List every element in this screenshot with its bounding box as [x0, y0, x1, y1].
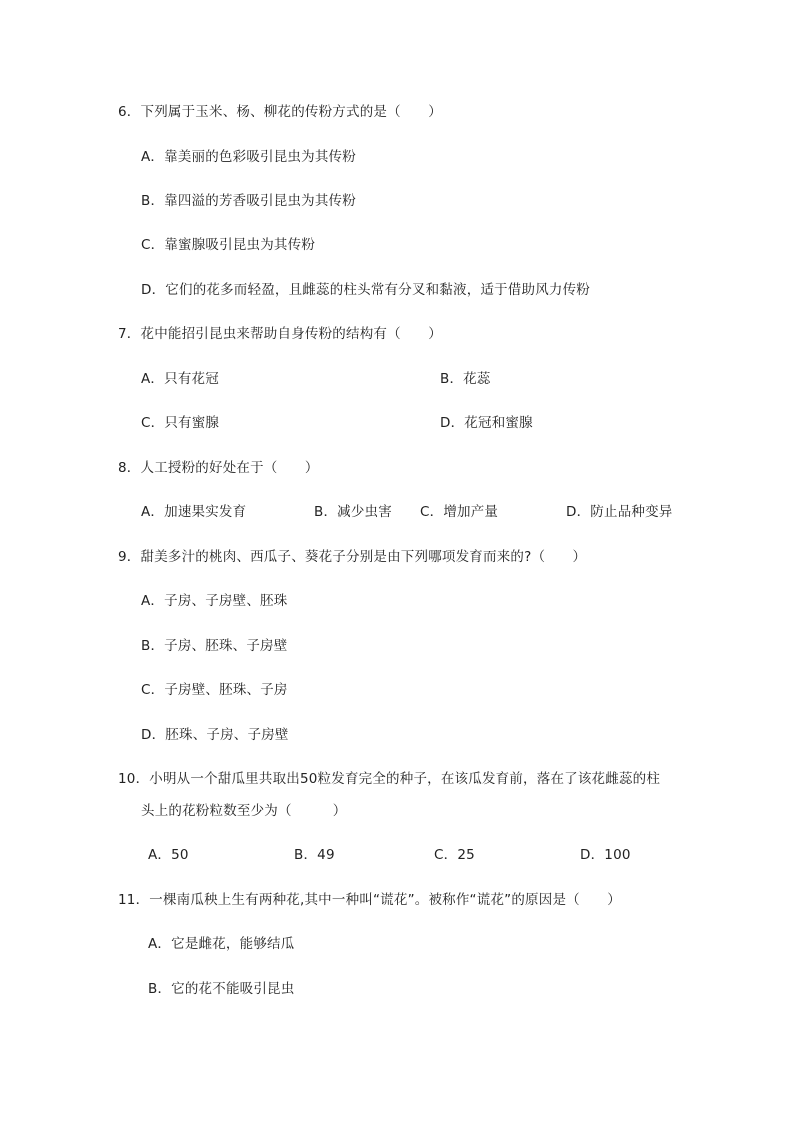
question-7-option-c: C．只有蜜腺 [141, 415, 220, 431]
question-11-stem: 11．一棵南瓜秧上生有两种花,其中一种叫“谎花”。被称作“谎花”的原因是（ ） [118, 892, 621, 908]
question-9-option-d: D．胚珠、子房、子房壁 [141, 727, 289, 743]
question-7-option-b: B．花蕊 [440, 371, 491, 387]
question-6-option-c: C．靠蜜腺吸引昆虫为其传粉 [141, 237, 316, 253]
question-7-stem: 7．花中能招引昆虫来帮助自身传粉的结构有（ ） [118, 326, 442, 342]
question-10-option-c: C．25 [434, 847, 475, 863]
question-11-option-b: B．它的花不能吸引昆虫 [148, 981, 295, 997]
question-8-option-d: D．防止品种变异 [566, 504, 673, 520]
question-10-option-a: A．50 [148, 847, 189, 863]
question-10-option-d: D．100 [580, 847, 631, 863]
question-8-stem: 8．人工授粉的好处在于（ ） [118, 460, 319, 476]
question-8-option-c: C．增加产量 [420, 504, 499, 520]
question-10-stem: 10．小明从一个甜瓜里共取出50粒发育完全的种子，在该瓜发育前，落在了该花雌蕊的柱 [118, 771, 661, 787]
question-7-option-a: A．只有花冠 [141, 371, 219, 387]
question-9-option-b: B．子房、胚珠、子房壁 [141, 638, 288, 654]
question-9-option-a: A．子房、子房壁、胚珠 [141, 593, 288, 609]
question-9-option-c: C．子房壁、胚珠、子房 [141, 682, 288, 698]
question-6-stem: 6．下列属于玉米、杨、柳花的传粉方式的是（ ） [118, 104, 442, 120]
question-10-option-b: B．49 [294, 847, 335, 863]
question-6-option-d: D．它们的花多而轻盈，且雌蕊的柱头常有分叉和黏液，适于借助风力传粉 [141, 282, 590, 298]
question-9-stem: 9．甜美多汁的桃肉、西瓜子、葵花子分别是由下列哪项发育而来的?（ ） [118, 549, 587, 565]
question-6-option-a: A．靠美丽的色彩吸引昆虫为其传粉 [141, 149, 356, 165]
question-8-option-a: A．加速果实发育 [141, 504, 247, 520]
question-6-option-b: B．靠四溢的芳香吸引昆虫为其传粉 [141, 193, 356, 209]
question-8-option-b: B．减少虫害 [314, 504, 392, 520]
question-10-stem-continued: 头上的花粉粒数至少为（ ） [141, 803, 347, 819]
question-11-option-a: A．它是雌花，能够结瓜 [148, 936, 295, 952]
question-7-option-d: D．花冠和蜜腺 [440, 415, 533, 431]
